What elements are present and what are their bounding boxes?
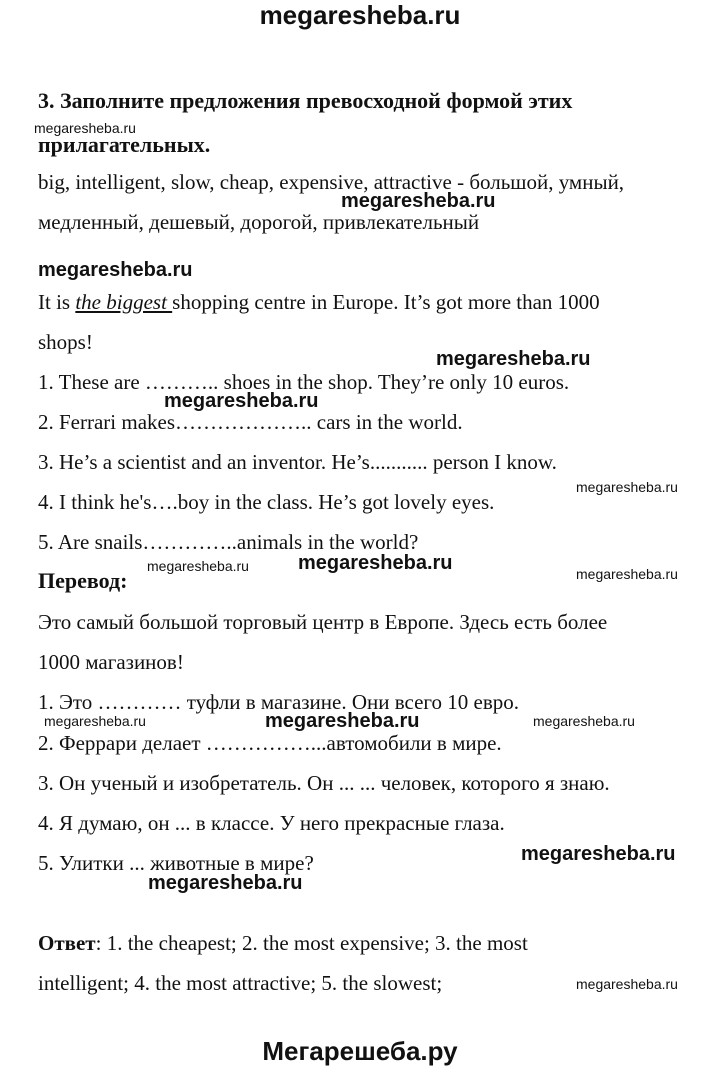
watermark: megaresheba.ru [34, 120, 136, 136]
translation-example-line1: Это самый большой торговый центр в Европе. Здесь есть более [38, 610, 608, 634]
watermark: megaresheba.ru [341, 190, 496, 212]
site-footer: Мегарешеба.ру [262, 1036, 458, 1066]
translation-sentence-1: 1. Это ………… туфли в магазине. Они всего 10 евро. [38, 690, 520, 714]
watermark: megaresheba.ru [521, 843, 676, 865]
words-line1: big, intelligent, slow, cheap, expensive, attractive - большой, умный, [38, 170, 625, 194]
translation-sentence-2: 2. Феррари делает ……………...автомобили в мире. [38, 731, 502, 755]
example-prefix: It is [38, 290, 76, 314]
sentence-3: 3. He’s a scientist and an inventor. He’s........... person I know. [38, 450, 557, 474]
answer-label: Ответ [38, 931, 96, 955]
watermark: megaresheba.ru [38, 259, 193, 281]
answer-text-1: : 1. the cheapest; 2. the most expensive; 3. the most [95, 931, 528, 955]
example-line1 [38, 290, 600, 315]
watermark: megaresheba.ru [148, 872, 303, 894]
watermark: megaresheba.ru [576, 566, 678, 582]
watermark: megaresheba.ru [436, 348, 591, 370]
watermark: megaresheba.ru [576, 479, 678, 495]
translation-sentence-3: 3. Он ученый и изобретатель. Он ... ... человек, которого я знаю. [38, 771, 610, 795]
watermark: megaresheba.ru [44, 713, 146, 729]
translation-sentence-5: 5. Улитки ... животные в мире? [38, 851, 314, 875]
watermark: megaresheba.ru [576, 976, 678, 992]
watermark: megaresheba.ru [147, 558, 249, 574]
watermark: megaresheba.ru [164, 390, 319, 412]
words-line2: медленный, дешевый, дорогой, привлекательный [38, 210, 480, 234]
translation-example-line2: 1000 магазинов! [38, 650, 184, 674]
answer-line1 [38, 931, 528, 956]
sentence-5: 5. Are snails…………..animals in the world? [38, 530, 419, 554]
sentence-4: 4. I think he's….boy in the class. He’s got lovely eyes. [38, 490, 495, 514]
sentence-1: 1. These are ……….. shoes in the shop. They’re only 10 euros. [38, 370, 570, 394]
task-heading-line2: прилагательных. [38, 132, 211, 157]
watermark: megaresheba.ru [533, 713, 635, 729]
answer-line2: intelligent; 4. the most attractive; 5. the slowest; [38, 971, 443, 995]
site-header: megaresheba.ru [259, 0, 461, 30]
sentence-2: 2. Ferrari makes……………….. cars in the world. [38, 410, 463, 434]
translation-sentence-4: 4. Я думаю, он ... в классе. У него прекрасные глаза. [38, 811, 505, 835]
task-heading-line1: 3. Заполните предложения превосходной формой этих [38, 88, 573, 113]
translation-label: Перевод: [38, 568, 128, 593]
watermark: megaresheba.ru [298, 552, 453, 574]
watermark: megaresheba.ru [265, 710, 420, 732]
example-suffix: shopping centre in Europe. It’s got more than 1000 [172, 290, 600, 314]
example-answer: the biggest [75, 290, 173, 314]
example-line2: shops! [38, 330, 93, 354]
